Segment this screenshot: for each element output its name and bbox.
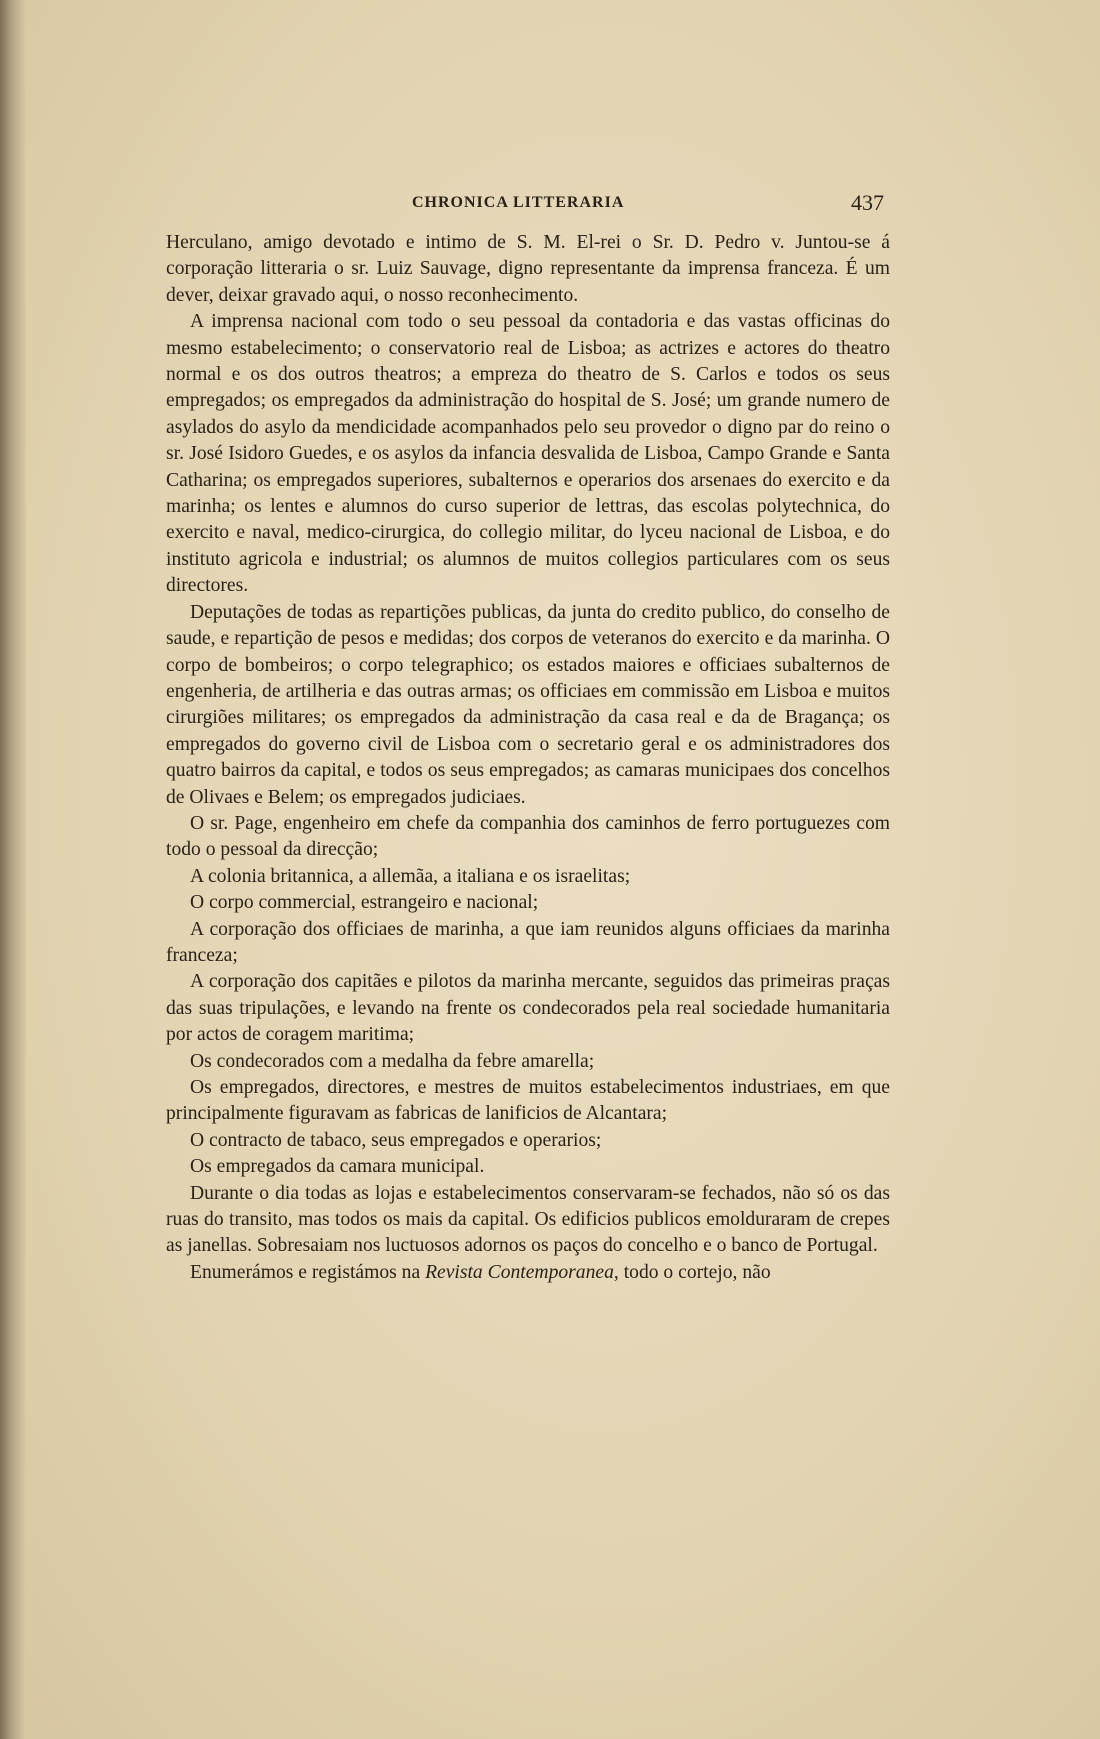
paragraph: O corpo commercial, estrangeiro e nacional; [190, 892, 539, 914]
paragraph: Os empregados da camara municipal. [190, 1156, 485, 1178]
page-number: 437 [851, 190, 884, 215]
paragraph: Durante o dia todas as lojas e estabelecimentos conservaram-se fechados, não só os das ruas do transito, mas todos os mais da capital. Os edificios publicos emolduraram de crepes as janellas. Sobresaiam nos luctuosos adornos os paços do concelho e o banco de Portugal. [166, 1182, 890, 1257]
paragraph: O contracto de tabaco, seus empregados e operarios; [190, 1129, 602, 1151]
paragraph: Deputações de todas as repartições publicas, da junta do credito publico, do conselho de saude, e repartição de pesos e medidas; dos corpos de veteranos do exercito e da marinha. O corpo de bombeiros; o corpo telegraphico; os estados maiores e officiaes subalternos de engenheria, de artilheria e das outras armas; os officiaes em commissão em Lisboa e muitos cirurgiões militares; os empregados da administração da casa real e da de Bragança; os empregados do governo civil de Lisboa com o secretario geral e os administradores dos quatro bairros da capital, e todos os seus empregados; as camaras municipaes dos concelhos de Olivaes e Belem; os empregados judiciaes. [166, 601, 890, 808]
paragraph: A colonia britannica, a allemãa, a italiana e os israelitas; [190, 865, 631, 887]
last-paragraph-end: , todo o cortejo, não [613, 1261, 771, 1283]
journal-title: Revista Contemporanea [425, 1261, 614, 1283]
page-header [166, 192, 888, 218]
paragraph: O sr. Page, engenheiro em chefe da companhia dos caminhos de ferro portuguezes com todo o pessoal da direcção; [166, 812, 890, 861]
paragraph: Os empregados, directores, e mestres de muitos estabelecimentos industriaes, em que principalmente figuravam as fabricas de lanificios de Alcantara; [166, 1077, 890, 1125]
paragraph: Herculano, amigo devotado e intimo de S. M. El-rei o Sr. D. Pedro v. Juntou-se á corporação litteraria o sr. Luiz Sauvage, digno representante da imprensa franceza. É um dever, deixar gravado aqui, o nosso reconhecimento. [166, 232, 890, 306]
paragraph: A corporação dos capitães e pilotos da marinha mercante, seguidos das primeiras praças das suas tripulações, e levando na frente os condecorados pela real sociedade humanitaria por actos de coragem maritima; [166, 971, 890, 1046]
last-paragraph-start: Enumerámos e registámos na [190, 1261, 426, 1283]
last-paragraph [166, 1260, 890, 1286]
page-gutter-shadow [0, 0, 26, 1739]
running-title: CHRONICA LITTERARIA [412, 194, 625, 211]
paragraph: Os condecorados com a medalha da febre amarella; [190, 1050, 595, 1072]
paragraph: A imprensa nacional com todo o seu pessoal da contadoria e das vastas officinas do mesmo estabelecimento; o conservatorio real de Lisboa; as actrizes e actores do theatro normal e os dos outros theatros; a empreza do theatro de S. Carlos e todos os seus empregados; os empregados da administração do hospital de S. José; um grande numero de asylados do asylo da mendicidade acompanhados pelo seu provedor o digno par do reino o sr. José Isidoro Guedes, e os asylos da infancia desvalida de Lisboa, Campo Grande e Santa Catharina; os empregados superiores, subalternos e operarios dos arsenaes do exercito e da marinha; os lentes e alumnos do curso superior de lettras, das escolas polytechnica, do exercito e naval, medico-cirurgica, do collegio militar, do lyceu nacional de Lisboa, e do instituto agricola e industrial; os alumnos de muitos collegios particulares com os seus directores. [166, 311, 890, 597]
body-text [166, 230, 890, 1286]
paragraph: A corporação dos officiaes de marinha, a que iam reunidos alguns officiaes da marinha franceza; [166, 918, 890, 966]
